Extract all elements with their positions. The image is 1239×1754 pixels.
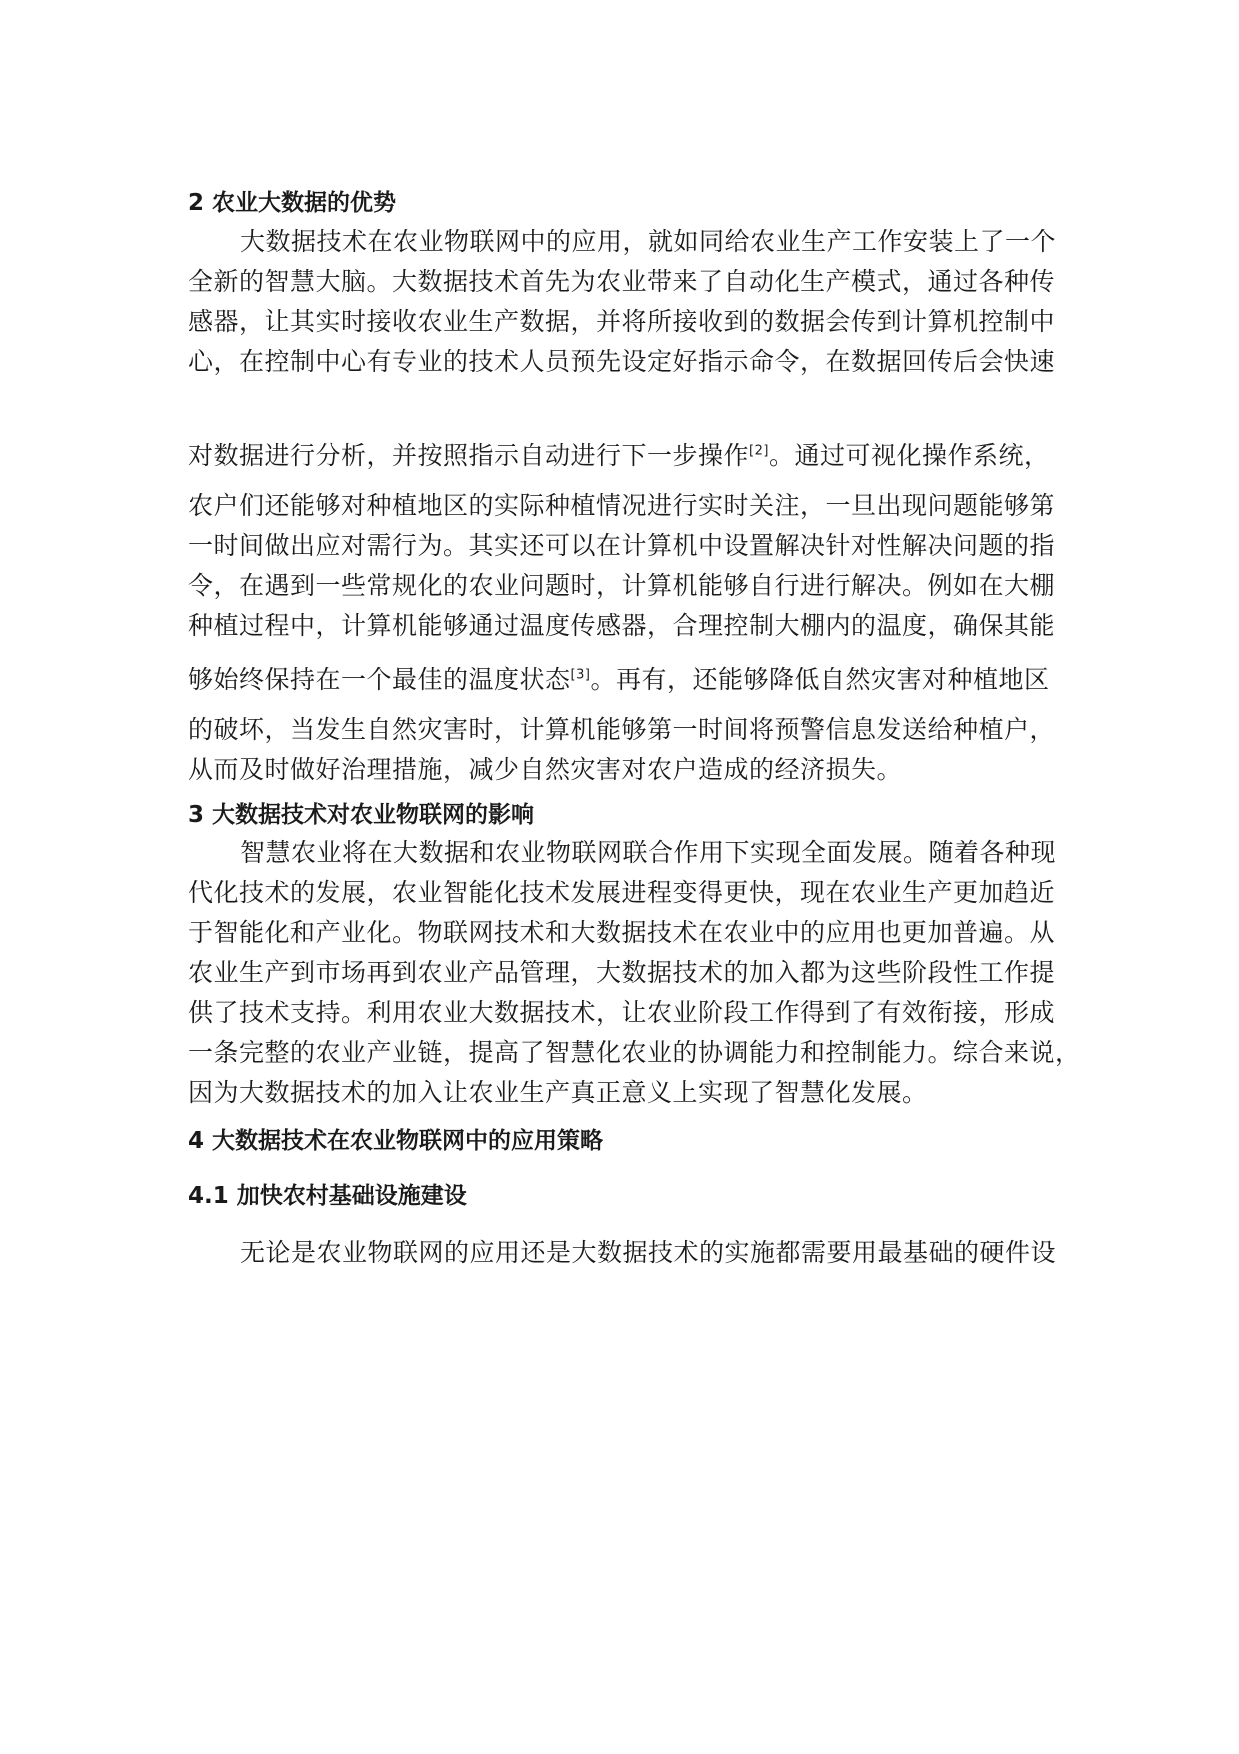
line-6-text-after: 。通过可视化操作系统， — [768, 441, 1050, 470]
section-2-line-9: 令，在遇到一些常规化的农业问题时，计算机能够自行进行解决。例如在大棚 — [188, 571, 1056, 600]
section-3-line-2: 代化技术的发展，农业智能化技术发展进程变得更快，现在农业生产更加趋近 — [188, 878, 1056, 907]
section-3-line-3: 于智能化和产业化。物联网技术和大数据技术在农业中的应用也更加普遍。从 — [188, 918, 1056, 947]
section-2-line-4: 心，在控制中心有专业的技术人员预先设定好指示命令，在数据回传后会快速 — [188, 347, 1056, 376]
section-2-line-2: 全新的智慧大脑。大数据技术首先为农业带来了自动化生产模式，通过各种传 — [188, 267, 1056, 296]
section-2-line-3: 感器，让其实时接收农业生产数据，并将所接收到的数据会传到计算机控制中 — [188, 307, 1056, 336]
section-2-line-12: 的破坏，当发生自然灾害时，计算机能够第一时间将预警信息发送给种植户， — [188, 715, 1056, 744]
line-11-text-before: 够始终保持在一个最佳的温度状态 — [188, 665, 571, 694]
section-3-line-7: 因为大数据技术的加入让农业生产真正意义上实现了智慧化发展。 — [188, 1078, 928, 1107]
section-2-heading: 2 农业大数据的优势 — [188, 190, 397, 216]
section-2-line-7: 农户们还能够对种植地区的实际种植情况进行实时关注，一旦出现问题能够第 — [188, 491, 1056, 520]
line-11-text-after: 。再有，还能够降低自然灾害对种植地区 — [590, 665, 1050, 694]
section-2-line-1: 大数据技术在农业物联网中的应用，就如同给农业生产工作安装上了一个 — [240, 227, 1057, 256]
section-4-line-1: 无论是农业物联网的应用还是大数据技术的实施都需要用最基础的硬件设 — [240, 1238, 1057, 1267]
section-2-line-6 — [188, 439, 1049, 473]
section-3-heading: 3 大数据技术对农业物联网的影响 — [188, 802, 535, 828]
section-3-line-6: 一条完整的农业产业链，提高了智慧化农业的协调能力和控制能力。综合来说， — [188, 1038, 1081, 1067]
citation-ref-3: [3] — [570, 667, 591, 683]
section-4-heading: 4 大数据技术在农业物联网中的应用策略 — [188, 1128, 604, 1154]
section-3-line-4: 农业生产到市场再到农业产品管理，大数据技术的加入都为这些阶段性工作提 — [188, 958, 1056, 987]
line-6-text-before: 对数据进行分析，并按照指示自动进行下一步操作 — [188, 441, 750, 470]
citation-ref-2: [2] — [749, 443, 769, 459]
section-2-line-13: 从而及时做好治理措施，减少自然灾害对农户造成的经济损失。 — [188, 755, 903, 784]
section-3-line-1: 智慧农业将在大数据和农业物联网联合作用下实现全面发展。随着各种现 — [240, 838, 1057, 867]
section-3-line-5: 供了技术支持。利用农业大数据技术，让农业阶段工作得到了有效衔接，形成 — [188, 998, 1056, 1027]
section-2-line-8: 一时间做出应对需行为。其实还可以在计算机中设置解决针对性解决问题的指 — [188, 531, 1056, 560]
section-2-line-10: 种植过程中，计算机能够通过温度传感器，合理控制大棚内的温度，确保其能 — [188, 611, 1056, 640]
section-2-line-11 — [188, 663, 1049, 697]
section-4-1-subheading: 4.1 加快农村基础设施建设 — [188, 1183, 467, 1209]
